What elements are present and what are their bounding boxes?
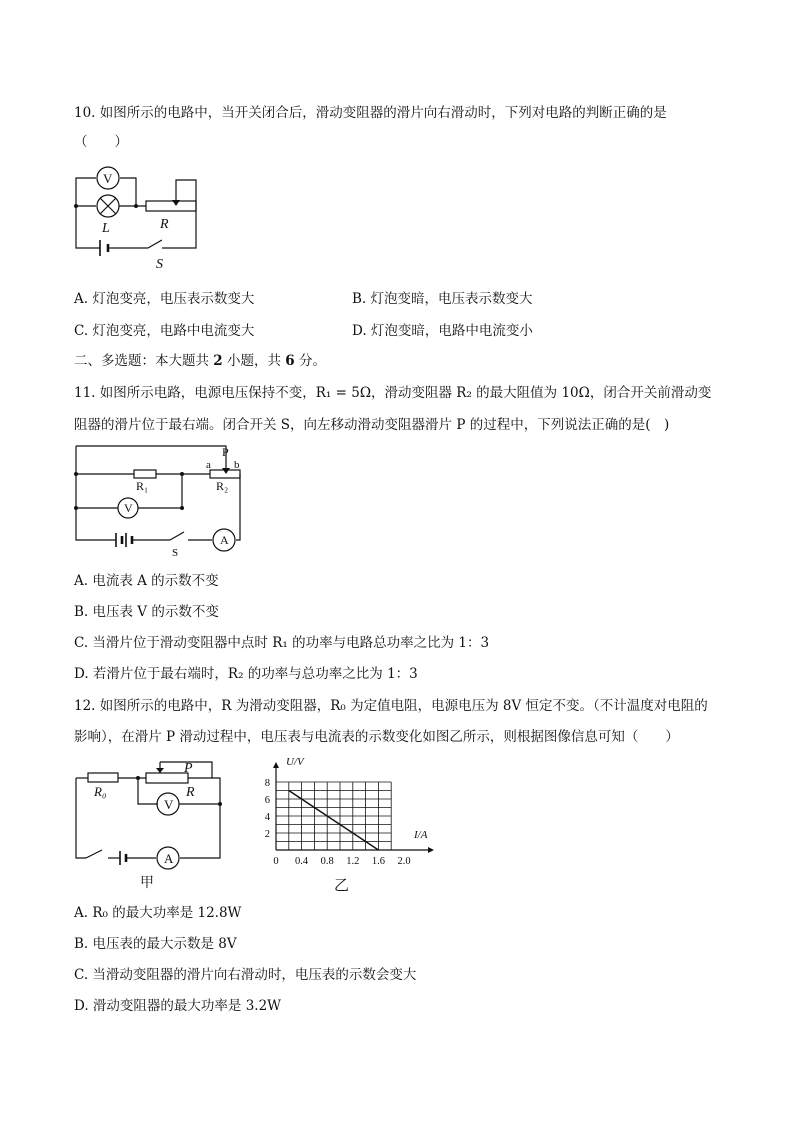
q10-switch-label: S [156, 257, 163, 272]
x-axis-arrow [428, 847, 434, 853]
x-tick-label: 1.6 [371, 856, 385, 867]
x-tick-label: 0 [273, 856, 279, 867]
section-2-heading: 二、多选题：本大题共 2 小题，共 6 分。 [74, 353, 326, 369]
q12-slider-label: P [184, 761, 193, 776]
q12-option-b: B. 电压表的最大示数是 8V [74, 936, 237, 952]
chart-x-tick-labels [273, 856, 410, 867]
q10-circuit-figure [68, 162, 208, 274]
q11-stem-line1: 11. 如图所示电路，电源电压保持不变，R₁ = 5Ω，滑动变阻器 R₂ 的最大阻值为 10Ω，闭合开关前滑动变 [74, 385, 712, 401]
chart-series-layer [289, 791, 379, 851]
q12-circuit-figure-jia [68, 756, 238, 894]
y-tick-label: 2 [264, 829, 270, 840]
q12-stem-line1: 12. 如图所示的电路中，R 为滑动变阻器，R₀ 为定值电阻，电源电压为 8V 恒定不变。（不计温度对电阻的 [74, 698, 708, 714]
q10-voltmeter-label: V [103, 171, 113, 186]
q11-voltmeter-label: V [124, 501, 133, 515]
x-tick-label: 0.8 [320, 856, 334, 867]
q10-answer-bracket: （ ） [74, 134, 128, 150]
q11-stem-line2: 阻器的滑片位于最右端。闭合开关 S，向左移动滑动变阻器滑片 P 的过程中，下列说法正确的是( ) [74, 417, 670, 433]
q10-stem: 10. 如图所示的电路中，当开关闭合后，滑动变阻器的滑片向右滑动时，下列对电路的判断正确的是 [74, 105, 667, 121]
q11-option-d: D. 若滑片位于最右端时，R₂ 的功率与总功率之比为 1：3 [74, 666, 418, 682]
q11-option-a: A. 电流表 A 的示数不变 [74, 573, 219, 589]
chart-grid [276, 782, 391, 850]
q11-end-b-label: b [234, 459, 240, 471]
q10-rheostat-label: R [160, 217, 169, 232]
q11-circuit-figure [70, 442, 250, 560]
q12-graph-figure-yi [256, 754, 446, 894]
q11-slider-label: P [222, 445, 229, 459]
q10-option-a: A. 灯泡变亮，电压表示数变大 [74, 291, 255, 307]
q11-option-c: C. 当滑片位于滑动变阻器中点时 R₁ 的功率与电路总功率之比为 1：3 [74, 635, 490, 651]
y-tick-label: 6 [264, 795, 270, 806]
q12-option-d: D. 滑动变阻器的最大功率是 3.2W [74, 998, 282, 1014]
q12-ammeter-label: A [164, 851, 174, 866]
chart-y-axis-label: U/V [286, 756, 304, 768]
q10-option-b: B. 灯泡变暗，电压表示数变大 [352, 291, 533, 307]
q12-option-a: A. R₀ 的最大功率是 12.8W [74, 905, 242, 921]
q12-figure-jia-caption: 甲 [140, 876, 154, 891]
y-axis-arrow [273, 762, 279, 768]
q12-figure-yi-caption: 乙 [334, 878, 350, 894]
x-tick-label: 0.4 [295, 856, 309, 867]
q11-ammeter-label: A [220, 533, 229, 547]
chart-y-tick-labels [265, 778, 271, 840]
x-tick-label: 1.2 [346, 856, 360, 867]
q12-voltmeter-label: V [164, 797, 174, 812]
chart-x-axis-label: I/A [414, 829, 428, 841]
q12-rheostat-label: R [186, 785, 195, 800]
q10-lamp-label: L [102, 221, 110, 236]
q11-r2-label: R₂ [216, 479, 229, 493]
q12-option-c: C. 当滑动变阻器的滑片向右滑动时，电压表的示数会变大 [74, 967, 417, 983]
q10-option-c: C. 灯泡变亮，电路中电流变大 [74, 323, 255, 339]
q11-switch-label: S [172, 547, 179, 559]
y-tick-label: 4 [264, 812, 270, 823]
y-tick-label: 8 [264, 778, 270, 789]
x-tick-label: 2.0 [397, 856, 411, 867]
series-line [289, 791, 379, 851]
q11-option-b: B. 电压表 V 的示数不变 [74, 604, 219, 620]
q10-option-d: D. 灯泡变暗，电路中电流变小 [352, 323, 533, 339]
q12-r0-label: R₀ [94, 784, 107, 799]
q11-r1-label: R₁ [136, 479, 149, 493]
q12-stem-line2: 影响），在滑片 P 滑动过程中，电压表与电流表的示数变化如图乙所示，则根据图像信息可知（ ） [74, 729, 679, 745]
q11-end-a-label: a [206, 459, 211, 471]
